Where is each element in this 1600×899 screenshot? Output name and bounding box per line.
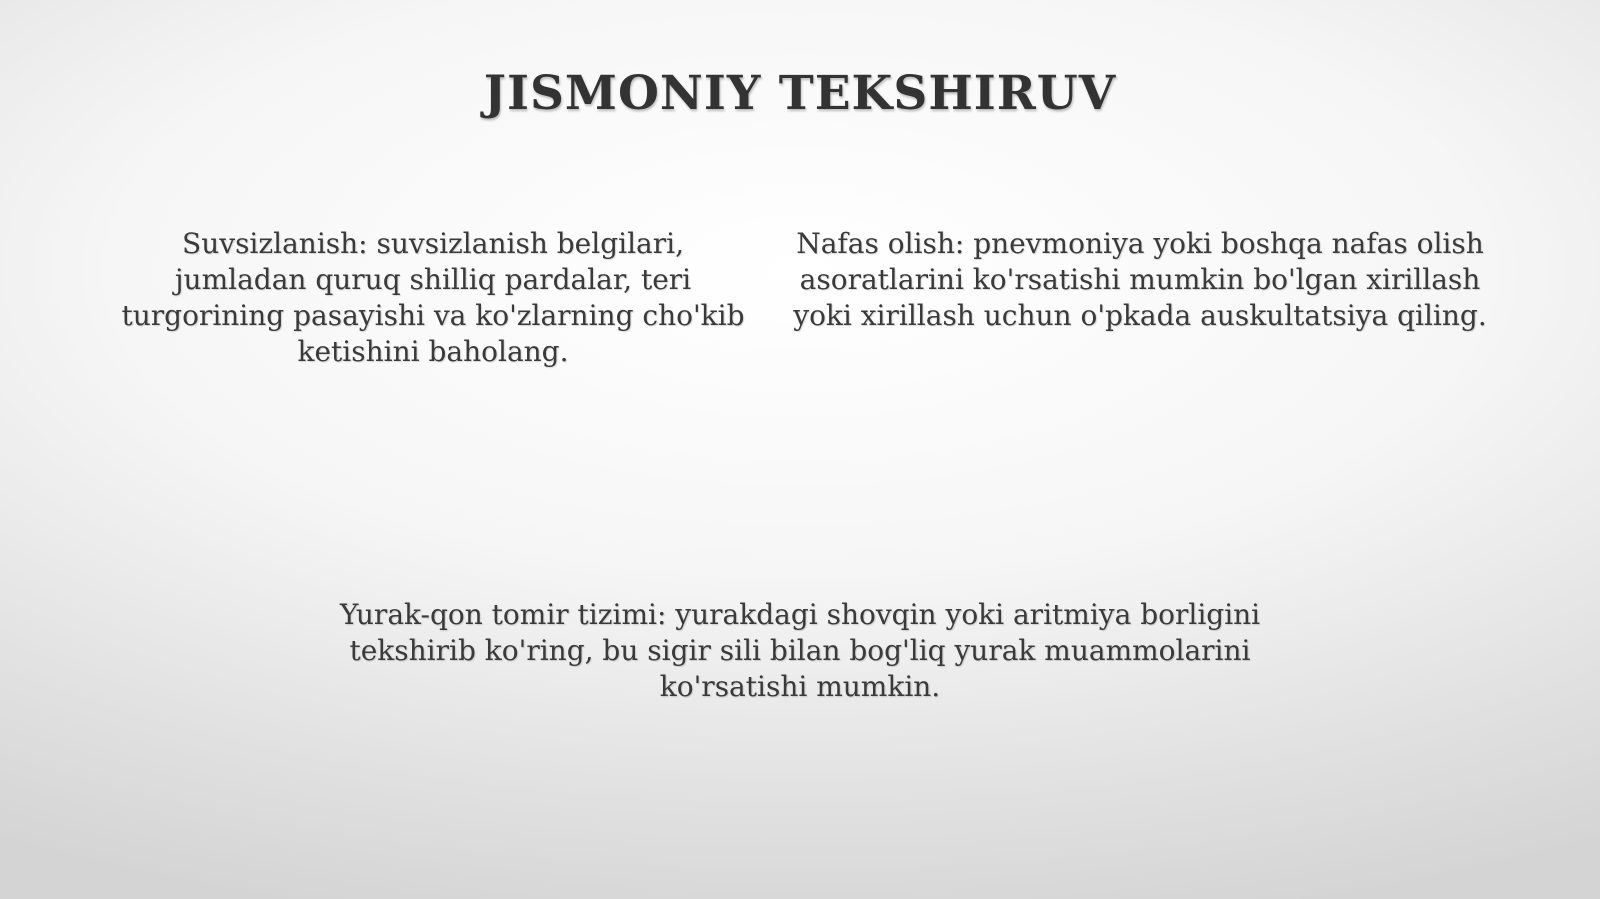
cardiovascular-text: Yurak-qon tomir tizimi: yurakdagi shovqin yoki aritmiya borligini tekshirib ko'ring, bu sigir sili bilan bog'liq yurak muammolarini ko'rsatishi mumkin.: [339, 598, 1261, 703]
respiratory-text: Nafas olish: pnevmoniya yoki boshqa nafas olish asoratlarini ko'rsatishi mumkin bo'lgan xirillash yoki xirillash uchun o'pkada auskultatsiya qiling.: [793, 227, 1487, 332]
slide-title: JISMONIY TEKSHIRUV: [483, 66, 1117, 121]
dehydration-text: Suvsizlanish: suvsizlanish belgilari, jumladan quruq shilliq pardalar, teri turgorining pasayishi va ko'zlarning cho'kib ketishini baholang.: [121, 227, 745, 368]
